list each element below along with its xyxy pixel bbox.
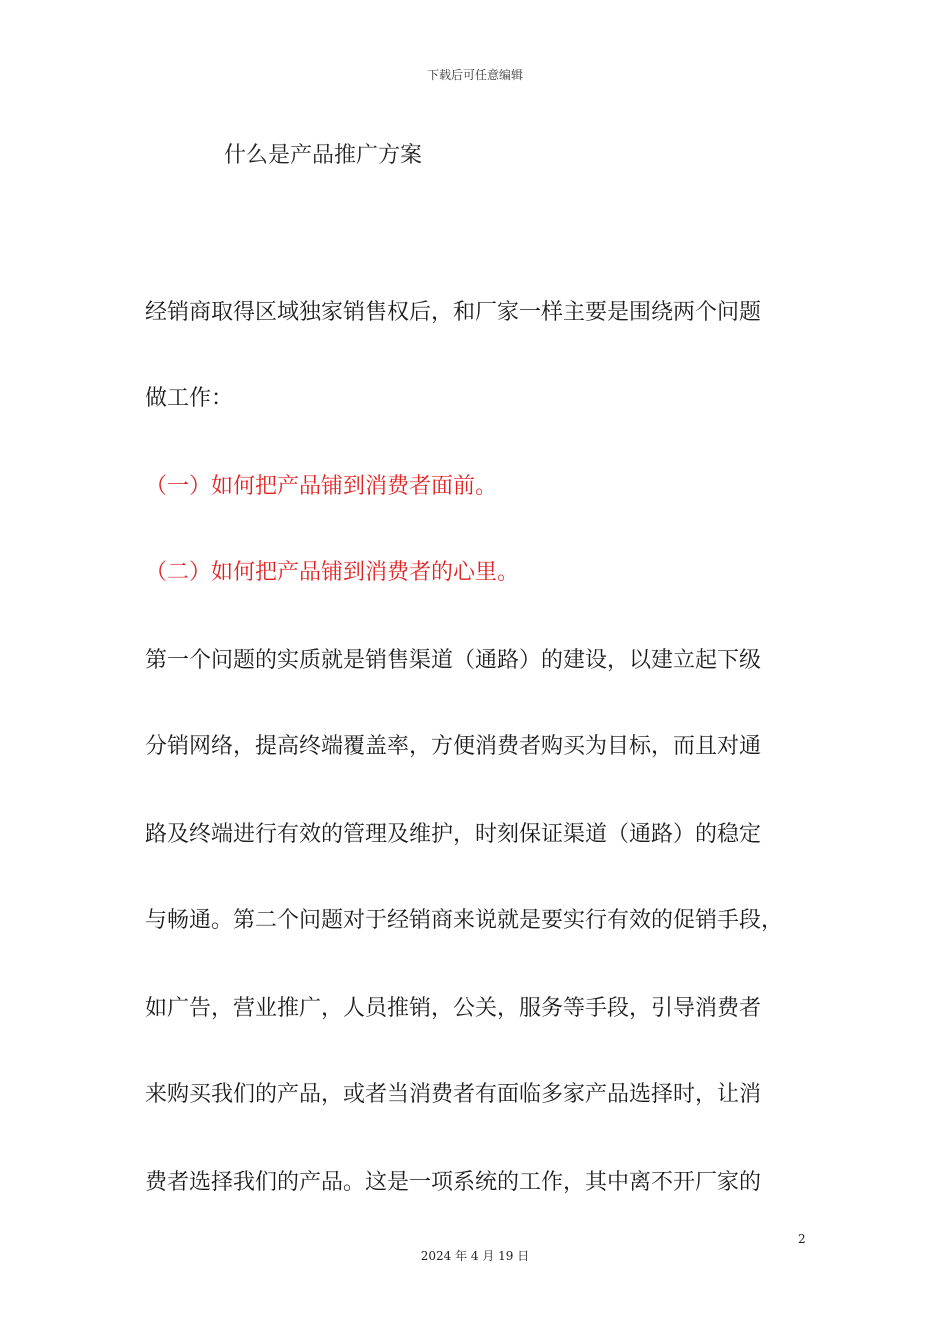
header-note: 下载后可任意编辑 bbox=[426, 68, 523, 82]
paragraph-line: 来购买我们的产品，或者当消费者有面临多家产品选择时，让消 bbox=[145, 1082, 762, 1107]
paragraph-line: 做工作： bbox=[145, 386, 234, 411]
emphasis-line-2: （二）如何把产品铺到消费者的心里。 bbox=[145, 560, 520, 585]
paragraph-line: 费者选择我们的产品。这是一项系统的工作，其中离不开厂家的 bbox=[145, 1170, 762, 1195]
paragraph-line: 第一个问题的实质就是销售渠道（通路）的建设，以建立起下级 bbox=[145, 648, 762, 673]
paragraph-line: 路及终端进行有效的管理及维护，时刻保证渠道（通路）的稳定 bbox=[145, 822, 762, 847]
paragraph-line: 经销商取得区域独家销售权后，和厂家一样主要是围绕两个问题 bbox=[145, 300, 762, 325]
paragraph-line: 如广告，营业推广，人员推销，公关，服务等手段，引导消费者 bbox=[145, 996, 762, 1021]
document-title: 什么是产品推广方案 bbox=[224, 143, 423, 168]
paragraph-line: 分销网络，提高终端覆盖率，方便消费者购买为目标，而且对通 bbox=[145, 734, 762, 759]
emphasis-line-1: （一）如何把产品铺到消费者面前。 bbox=[145, 474, 498, 499]
paragraph-line: 与畅通。第二个问题对于经销商来说就是要实行有效的促销手段， bbox=[145, 908, 784, 933]
page-number: 2 bbox=[798, 1232, 806, 1246]
footer-date: 2024 年 4 月 19 日 bbox=[420, 1249, 530, 1263]
